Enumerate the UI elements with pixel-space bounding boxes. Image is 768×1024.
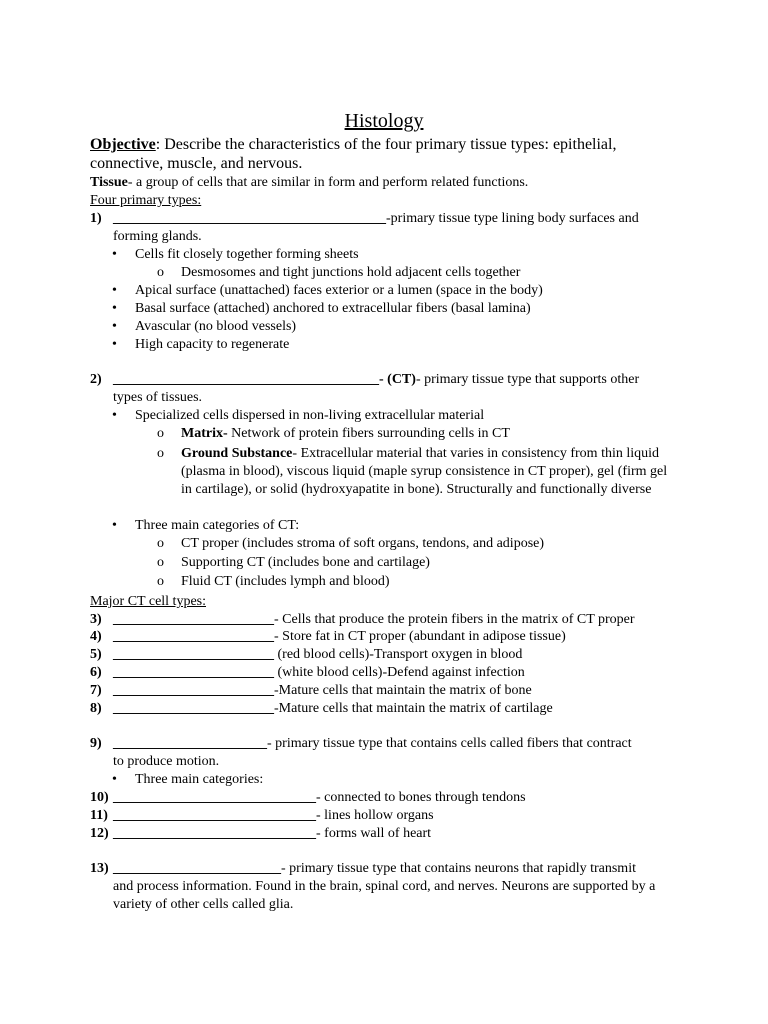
answer-blank: _____________________________ (113, 790, 316, 805)
question-number: 7) (90, 683, 102, 698)
bullet-text: Apical surface (unattached) faces exterior or a lumen (space in the body) (135, 283, 543, 298)
ct-item (113, 664, 525, 682)
question-9 (113, 735, 632, 753)
ct-item-text: -Mature cells that maintain the matrix of bone (274, 683, 532, 698)
sub-bullet: o (157, 536, 164, 551)
sub-bullet: o (157, 426, 164, 441)
bullet: • (112, 319, 117, 334)
bullet: • (112, 247, 117, 262)
answer-blank: _____________________________ (113, 826, 316, 841)
question-text: - primary tissue type that contains cells called fibers that contract (267, 736, 632, 751)
four-types-heading: Four primary types: (90, 193, 202, 208)
answer-blank: ______________________________________ (113, 372, 379, 387)
bullet-text: High capacity to regenerate (135, 337, 290, 352)
question-number: 5) (90, 647, 102, 662)
sub-bullet-text: Fluid CT (includes lymph and blood) (181, 574, 390, 589)
question-continuation: types of tissues. (113, 390, 203, 405)
ground-substance-label: Ground Substance (181, 446, 293, 461)
question-1 (113, 210, 639, 228)
question-continuation: and process information. Found in the brain, spinal cord, and nerves. Neurons are supported by a variety of other cells called glia. (113, 879, 656, 912)
question-text: - primary tissue type that contains neurons that rapidly transmit (281, 861, 636, 876)
answer-blank: _______________________ (113, 683, 274, 698)
question-number: 12) (90, 826, 109, 841)
bullet-text: Three main categories of CT: (135, 518, 300, 533)
question-text: -primary tissue type lining body surfaces and (386, 211, 639, 226)
sub-bullet-text: CT proper (includes stroma of soft organs, tendons, and adipose) (181, 536, 545, 551)
objective-text: : Describe the characteristics of the four primary tissue types: epithelial, connective, muscle, and nervous. (90, 136, 617, 172)
question-number: 1) (90, 211, 102, 226)
objective (90, 135, 660, 173)
question-text: - primary tissue type that supports other (415, 372, 640, 387)
muscle-item (113, 825, 431, 843)
question-number: 3) (90, 612, 102, 627)
question-number: 4) (90, 629, 102, 644)
question-number: 10) (90, 790, 109, 805)
muscle-item (113, 789, 526, 807)
question-2 (113, 371, 639, 389)
ct-item-text: - Cells that produce the protein fibers in the matrix of CT proper (274, 612, 635, 627)
answer-blank: _____________________________ (113, 808, 316, 823)
tissue-label: Tissue (90, 175, 128, 190)
bullet: • (112, 518, 117, 533)
ct-item (113, 646, 522, 664)
sub-bullet: o (157, 574, 164, 589)
bullet-text: Three main categories: (135, 772, 264, 787)
matrix-item (181, 425, 671, 443)
answer-blank: _______________________ (113, 665, 274, 680)
ct-item (113, 611, 635, 629)
sub-bullet: o (157, 446, 164, 461)
bullet-text: Specialized cells dispersed in non-living extracellular material (135, 408, 485, 423)
tissue-text: - a group of cells that are similar in form and perform related functions. (127, 175, 529, 190)
ct-item (113, 700, 553, 718)
sub-bullet-text: Supporting CT (includes bone and cartilage) (181, 555, 430, 570)
matrix-text: Network of protein fibers surrounding cells in CT (227, 426, 510, 441)
muscle-item (113, 807, 434, 825)
answer-blank: ________________________ (113, 861, 281, 876)
bullet: • (112, 283, 117, 298)
bullet-text: Avascular (no blood vessels) (135, 319, 297, 334)
sub-bullet-text: Desmosomes and tight junctions hold adjacent cells together (181, 265, 521, 280)
sub-bullet: o (157, 555, 164, 570)
ct-item (113, 628, 566, 646)
tissue-definition (90, 174, 528, 192)
ct-item-text: (red blood cells)-Transport oxygen in blood (274, 647, 523, 662)
objective-label: Objective (90, 136, 156, 153)
ct-tag: - (CT) (379, 372, 416, 387)
answer-blank: ______________________ (113, 736, 267, 751)
ground-substance-text: - Extracellular material that varies in consistency from thin liquid (plasma in blood), viscous liquid (maple syrup consistence in CT proper), gel (firm gel in cartilage), or solid (hydroxyapatite in bone). Structurally and functionally diverse (181, 446, 668, 497)
bullet-text: Basal surface (attached) anchored to extracellular fibers (basal lamina) (135, 301, 531, 316)
question-13 (113, 860, 636, 878)
answer-blank: _______________________ (113, 647, 274, 662)
bullet-text: Cells fit closely together forming sheets (135, 247, 359, 262)
ct-item-text: -Mature cells that maintain the matrix of cartilage (274, 701, 553, 716)
ct-item-text: - Store fat in CT proper (abundant in adipose tissue) (274, 629, 566, 644)
question-number: 13) (90, 861, 109, 876)
question-number: 11) (90, 808, 108, 823)
matrix-label: Matrix- (181, 426, 228, 441)
bullet: • (112, 301, 117, 316)
ct-item-text: (white blood cells)-Defend against infection (274, 665, 525, 680)
ct-cell-types-heading: Major CT cell types: (90, 594, 206, 609)
question-continuation: forming glands. (113, 229, 202, 244)
page-title: Histology (344, 110, 424, 132)
muscle-item-text: - forms wall of heart (316, 826, 432, 841)
ground-substance-item (181, 445, 671, 499)
answer-blank: _______________________________________ (113, 211, 386, 226)
muscle-item-text: - connected to bones through tendons (316, 790, 526, 805)
bullet: • (112, 408, 117, 423)
question-number: 6) (90, 665, 102, 680)
muscle-item-text: - lines hollow organs (316, 808, 434, 823)
sub-bullet: o (157, 265, 164, 280)
ct-item (113, 682, 532, 700)
bullet: • (112, 772, 117, 787)
question-number: 2) (90, 372, 102, 387)
answer-blank: _______________________ (113, 629, 274, 644)
answer-blank: _______________________ (113, 701, 274, 716)
question-continuation: to produce motion. (113, 754, 220, 769)
question-number: 8) (90, 701, 102, 716)
answer-blank: _______________________ (113, 612, 274, 627)
bullet: • (112, 337, 117, 352)
question-number: 9) (90, 736, 102, 751)
